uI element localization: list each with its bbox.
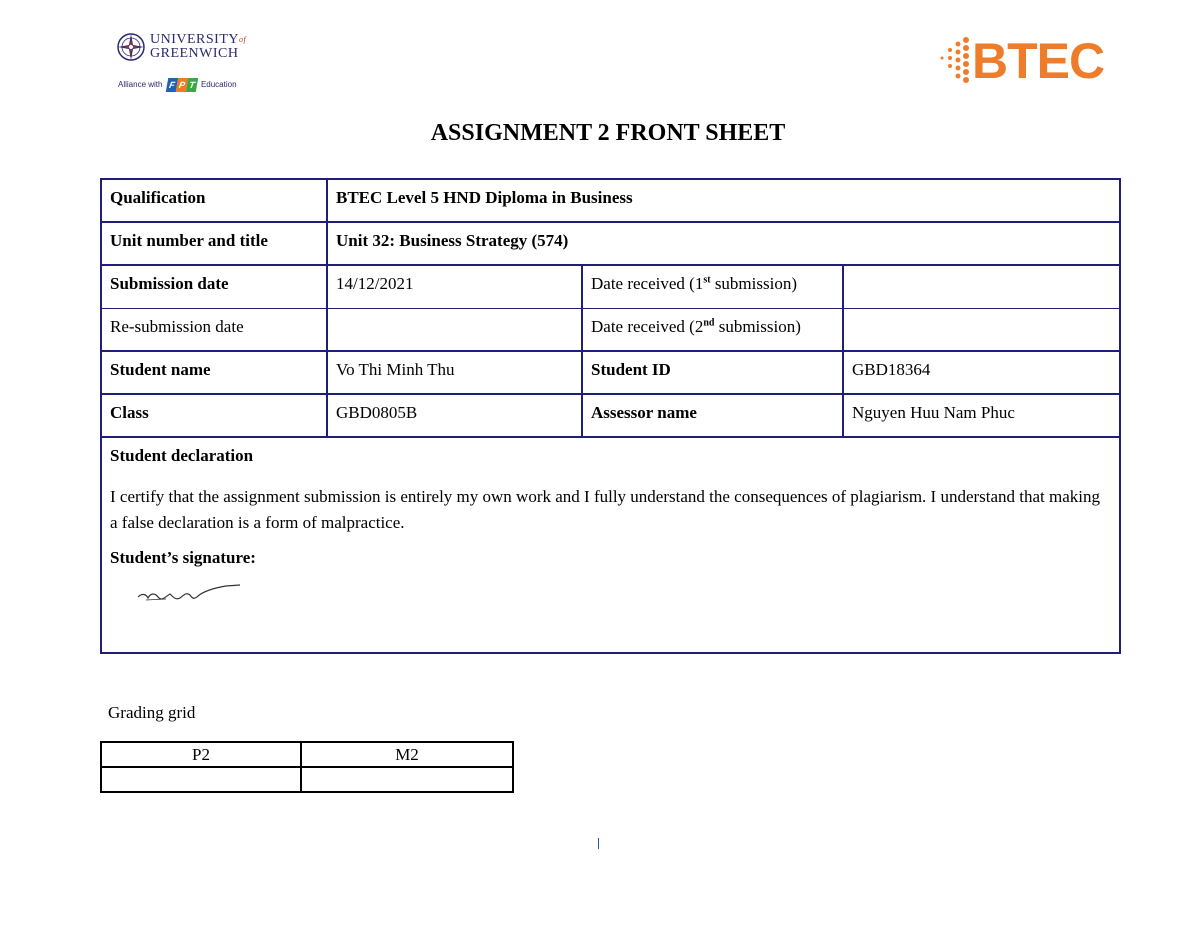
resubmission-date-label: Re-submission date xyxy=(101,308,327,351)
table-row xyxy=(101,351,1120,394)
grading-grid-table xyxy=(100,741,514,793)
university-of-greenwich-logo xyxy=(116,32,266,94)
alliance-line: Alliance with F P T Education xyxy=(118,80,237,90)
btec-wordmark: BTEC xyxy=(972,33,1105,89)
student-name-value: Vo Thi Minh Thu xyxy=(327,351,582,394)
student-declaration xyxy=(101,437,1120,653)
page-number-marker xyxy=(598,838,599,849)
student-name-label: Student name xyxy=(101,351,327,394)
table-row xyxy=(101,742,513,767)
class-value: GBD0805B xyxy=(327,394,582,437)
table-row xyxy=(101,437,1120,653)
resubmission-date-value xyxy=(327,308,582,351)
class-label: Class xyxy=(101,394,327,437)
assessor-value: Nguyen Huu Nam Phuc xyxy=(843,394,1120,437)
submission-date-label: Submission date xyxy=(101,265,327,308)
table-row xyxy=(101,394,1120,437)
university-name: $UNIVERSITY^{of}$ GREENWICH xyxy=(150,32,247,61)
unit-label: Unit number and title xyxy=(101,222,327,265)
table-row xyxy=(101,265,1120,308)
declaration-title: Student declaration xyxy=(110,446,254,465)
grade-value-m2 xyxy=(301,767,513,792)
page-title: ASSIGNMENT 2 FRONT SHEET xyxy=(430,120,786,146)
table-row xyxy=(101,179,1120,222)
table-row xyxy=(101,767,513,792)
qualification-label: Qualification xyxy=(101,179,327,222)
student-id-value: GBD18364 xyxy=(843,351,1120,394)
student-id-label: Student ID xyxy=(582,351,843,394)
table-row xyxy=(101,308,1120,351)
grade-header-p2: P2 xyxy=(101,742,301,767)
date-received-1-value xyxy=(843,265,1120,308)
btec-dots-icon xyxy=(936,36,972,86)
grade-header-m2: M2 xyxy=(301,742,513,767)
declaration-text: I certify that the assignment submission is entirely my own work and I fully understand the consequences of plagiarism. I understand that making a false declaration is a form of malpractice. xyxy=(110,487,1101,532)
grading-grid-label: Grading grid xyxy=(108,703,196,722)
date-received-2-value xyxy=(843,308,1120,351)
compass-emblem-icon xyxy=(116,32,146,62)
date-received-2-label: Date received (2nd submission) xyxy=(582,308,843,351)
fpt-logo: F P T xyxy=(167,78,197,92)
unit-value: Unit 32: Business Strategy (574) xyxy=(327,222,1120,265)
signature-label: Student’s signature: xyxy=(110,548,256,567)
signature-image xyxy=(136,582,246,606)
front-sheet-table xyxy=(100,178,1121,654)
submission-date-value: 14/12/2021 xyxy=(327,265,582,308)
date-received-1-label: Date received (1st submission) xyxy=(582,265,843,308)
btec-logo xyxy=(936,32,1122,92)
assessor-label: Assessor name xyxy=(582,394,843,437)
grade-value-p2 xyxy=(101,767,301,792)
table-row xyxy=(101,222,1120,265)
qualification-value: BTEC Level 5 HND Diploma in Business xyxy=(327,179,1120,222)
